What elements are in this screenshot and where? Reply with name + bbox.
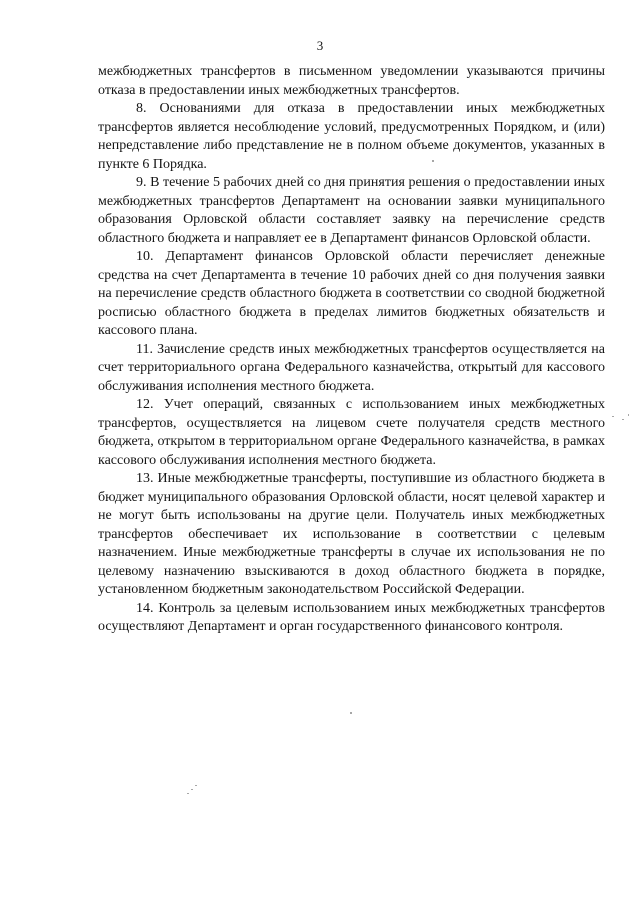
scan-speck xyxy=(191,789,193,790)
scan-speck xyxy=(612,416,614,417)
paragraph-8: 8. Основаниями для отказа в предоставлении иных межбюджетных трансфертов является несоблюдение условий, предусмотренных Порядком, и (или) непредставление либо представление не в полном объеме документов, указанных в пункте 6 Порядка. xyxy=(98,101,605,172)
paragraph-11: 11. Зачисление средств иных межбюджетных трансфертов осуществляется на счет территориального органа Федерального казначейства, открытый для кассового обслуживания исполнения местного бюджета. xyxy=(98,341,605,394)
scan-speck xyxy=(622,419,624,420)
paragraph-12: 12. Учет операций, связанных с использованием иных межбюджетных трансфертов, осуществляется на лицевом счете получателя средств местного бюджета, открытом в территориальном органе Федерального казначейства, в рамках кассового обслуживания исполнения местного бюджета. xyxy=(98,397,605,468)
document-body xyxy=(98,63,605,637)
scan-speck xyxy=(432,160,434,162)
paragraph-13: 13. Иные межбюджетные трансферты, поступившие из областного бюджета в бюджет муниципального образования Орловской области, носят целевой характер и не могут быть использованы на другие цели. Получатель иных межбюджетных трансфертов обеспечивает их использование в соответствии с целевым назначением. Иные межбюджетные трансферты в случае их использования не по целевому назначению взыскиваются в доход областного бюджета в порядке, установленном бюджетным законодательством Российской Федерации. xyxy=(98,471,605,597)
scan-speck xyxy=(195,785,197,786)
scan-speck xyxy=(628,414,629,416)
scan-speck xyxy=(187,793,189,794)
paragraph-continuation: межбюджетных трансфертов в письменном уведомлении указываются причины отказа в предоставлении иных межбюджетных трансфертов. xyxy=(98,64,605,98)
scan-speck xyxy=(350,712,352,714)
paragraph-9: 9. В течение 5 рабочих дней со дня принятия решения о предоставлении иных межбюджетных трансфертов Департамент на основании заявки муниципального образования Орловской области составляет заявку на перечисление средств областного бюджета и направляет ее в Департамент финансов Орловской области. xyxy=(98,175,605,246)
paragraph-10: 10. Департамент финансов Орловской области перечисляет денежные средства на счет Департамента в течение 10 рабочих дней со дня получения заявки на перечисление средств областного бюджета в соответствии со сводной бюджетной росписью областного бюджета в пределах лимитов бюджетных обязательств и кассового плана. xyxy=(98,249,605,338)
page-number: 3 xyxy=(316,38,324,53)
paragraph-14: 14. Контроль за целевым использованием иных межбюджетных трансфертов осуществляют Департамент и орган государственного финансового контроля. xyxy=(98,600,605,634)
